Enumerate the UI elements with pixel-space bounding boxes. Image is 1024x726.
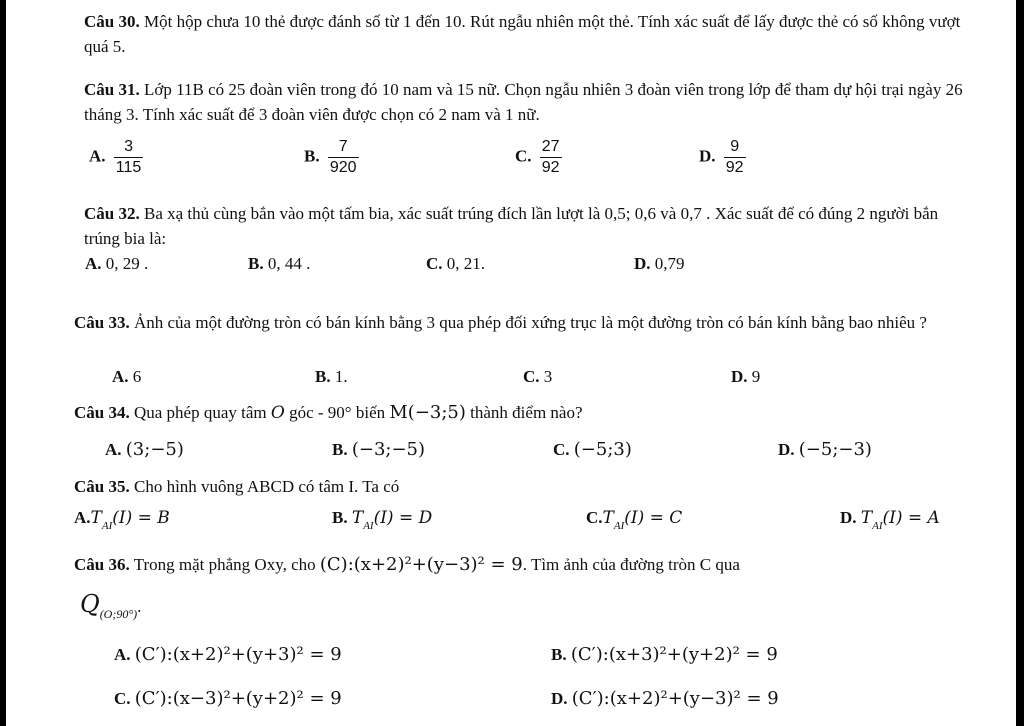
- option-a: [114, 643, 342, 667]
- angle-text: góc - 90°: [289, 403, 352, 422]
- question-label: Câu 32.: [84, 204, 140, 223]
- question-label: Câu 30.: [84, 12, 140, 31]
- option-b: [332, 506, 432, 538]
- option-value: (−5;−3): [798, 439, 872, 460]
- option-value: (−3;−5): [351, 439, 426, 460]
- option-a: [105, 438, 184, 462]
- option-value: 0, 29 .: [105, 254, 149, 273]
- option-d: [778, 438, 872, 462]
- option-label: A.: [114, 645, 131, 664]
- question-text: Ảnh của một đường tròn có bán kính bằng 3 qua phép đối xứng trục là một đường tròn có bán kính bằng bao nhiêu ?: [133, 313, 927, 332]
- question-36: [74, 552, 964, 577]
- vector-subscript: AI: [101, 520, 113, 532]
- question-text: Một hộp chưa 10 thẻ được đánh số từ 1 đến 10. Rút ngẫu nhiên một thẻ. Tính xác suất để lấy được thẻ có số không vượt quá 5.: [84, 12, 961, 56]
- rotation-symbol: Q: [80, 590, 100, 618]
- option-c: [426, 252, 485, 276]
- question-32: [84, 201, 964, 251]
- fraction: [724, 137, 746, 178]
- option-value: (C′):(x+2)²+(y+3)² = 9: [134, 644, 342, 665]
- circle-equation: (C):(x+2)²+(y−3)² = 9: [319, 554, 523, 575]
- question-35: [74, 474, 964, 499]
- option-value: (I) = D: [373, 508, 433, 528]
- question-text: Cho hình vuông ABCD có tâm I. Ta có: [133, 477, 400, 496]
- option-label: A.: [112, 367, 129, 386]
- option-label: A.: [74, 508, 91, 527]
- question-label: Câu 33.: [74, 313, 130, 332]
- question-text: Qua phép quay tâm: [133, 403, 267, 422]
- option-b: [551, 643, 778, 667]
- option-value: 3: [543, 367, 553, 386]
- option-label: B.: [248, 254, 264, 273]
- rotation-notation: [80, 592, 141, 626]
- vector-subscript: AI: [872, 520, 883, 532]
- option-a: [89, 137, 143, 178]
- denominator: 92: [541, 159, 560, 176]
- option-value: (C′):(x+2)²+(y−3)² = 9: [571, 688, 779, 709]
- option-label: A.: [89, 146, 106, 166]
- option-c: [523, 365, 552, 389]
- option-label: D.: [840, 508, 857, 527]
- option-label: A.: [105, 440, 122, 459]
- option-value: (3;−5): [125, 439, 184, 460]
- option-b: [304, 137, 359, 178]
- option-label: B.: [304, 146, 320, 166]
- option-label: C.: [586, 508, 603, 527]
- rotation-subscript: (O;90°): [99, 607, 138, 621]
- numerator: 7: [328, 137, 359, 158]
- question-31: [84, 77, 964, 127]
- option-label: C.: [114, 689, 131, 708]
- question-text: biến: [355, 403, 386, 422]
- option-label: C.: [515, 146, 532, 166]
- option-value: 0, 44 .: [267, 254, 311, 273]
- option-label: B.: [315, 367, 331, 386]
- option-label: C.: [426, 254, 443, 273]
- question-text: thành điểm nào?: [470, 403, 583, 422]
- option-value: 9: [751, 367, 761, 386]
- option-value: 0, 21.: [446, 254, 486, 273]
- point-expression: M(−3;5): [389, 402, 466, 423]
- option-label: D.: [551, 689, 568, 708]
- option-d: [731, 365, 760, 389]
- question-30: [84, 9, 964, 59]
- option-label: B.: [551, 645, 567, 664]
- denominator: 920: [329, 159, 357, 176]
- question-label: Câu 34.: [74, 403, 130, 422]
- numerator: 9: [724, 137, 746, 158]
- option-d: [699, 137, 746, 178]
- document-page: [6, 0, 1016, 726]
- translation-symbol: T: [860, 508, 873, 528]
- vector-subscript: AI: [613, 520, 625, 532]
- question-label: Câu 36.: [74, 555, 130, 574]
- option-value: (I) = B: [112, 508, 170, 528]
- option-value: (−5;3): [573, 439, 632, 460]
- option-label: D.: [699, 146, 716, 166]
- punctuation: .: [137, 597, 142, 616]
- question-label: Câu 35.: [74, 477, 130, 496]
- option-a: [85, 252, 148, 276]
- denominator: 92: [725, 159, 744, 176]
- option-a: [112, 365, 141, 389]
- option-value: (C′):(x+3)²+(y+2)² = 9: [570, 644, 778, 665]
- option-b: [248, 252, 310, 276]
- option-value: 6: [132, 367, 142, 386]
- vector-subscript: AI: [363, 520, 374, 532]
- question-33: [74, 310, 964, 335]
- option-label: D.: [778, 440, 795, 459]
- option-label: D.: [731, 367, 748, 386]
- option-c: [114, 687, 342, 711]
- option-label: C.: [553, 440, 570, 459]
- translation-symbol: T: [602, 508, 614, 528]
- option-b: [332, 438, 425, 462]
- option-a: [74, 506, 170, 538]
- fraction: [540, 137, 562, 178]
- option-d: [840, 506, 940, 538]
- option-c: [553, 438, 632, 462]
- option-value: (I) = A: [882, 508, 940, 528]
- option-label: B.: [332, 508, 348, 527]
- option-b: [315, 365, 348, 389]
- option-c: [515, 137, 562, 178]
- option-value: 1.: [334, 367, 348, 386]
- option-label: B.: [332, 440, 348, 459]
- denominator: 115: [115, 159, 142, 176]
- center-symbol: O: [270, 403, 285, 423]
- option-value: (C′):(x−3)²+(y+2)² = 9: [134, 688, 342, 709]
- option-value: 0,79: [654, 254, 685, 273]
- question-34: [74, 400, 964, 426]
- question-text: . Tìm ảnh của đường tròn C qua: [522, 555, 740, 574]
- option-c: [586, 506, 682, 538]
- fraction: [114, 137, 144, 178]
- option-d: [551, 687, 779, 711]
- numerator: 3: [114, 137, 144, 158]
- question-text: Lớp 11B có 25 đoàn viên trong đó 10 nam và 15 nữ. Chọn ngẫu nhiên 3 đoàn viên trong lớp để tham dự hội trại ngày 26 tháng 3. Tính xác suất để 3 đoàn viên được chọn có 2 nam và 1 nữ.: [84, 80, 963, 124]
- question-text: Trong mặt phẳng Oxy, cho: [133, 555, 316, 574]
- fraction: [328, 137, 359, 178]
- question-text: Ba xạ thủ cùng bắn vào một tấm bia, xác suất trúng đích lần lượt là 0,5; 0,6 và 0,7 . Xác suất để có đúng 2 người bắn trúng bia là:: [84, 204, 939, 248]
- numerator: 27: [540, 137, 562, 158]
- option-label: A.: [85, 254, 102, 273]
- option-value: (I) = C: [624, 508, 683, 528]
- translation-symbol: T: [90, 508, 102, 528]
- option-label: D.: [634, 254, 651, 273]
- translation-symbol: T: [351, 508, 364, 528]
- question-label: Câu 31.: [84, 80, 140, 99]
- option-label: C.: [523, 367, 540, 386]
- option-d: [634, 252, 685, 276]
